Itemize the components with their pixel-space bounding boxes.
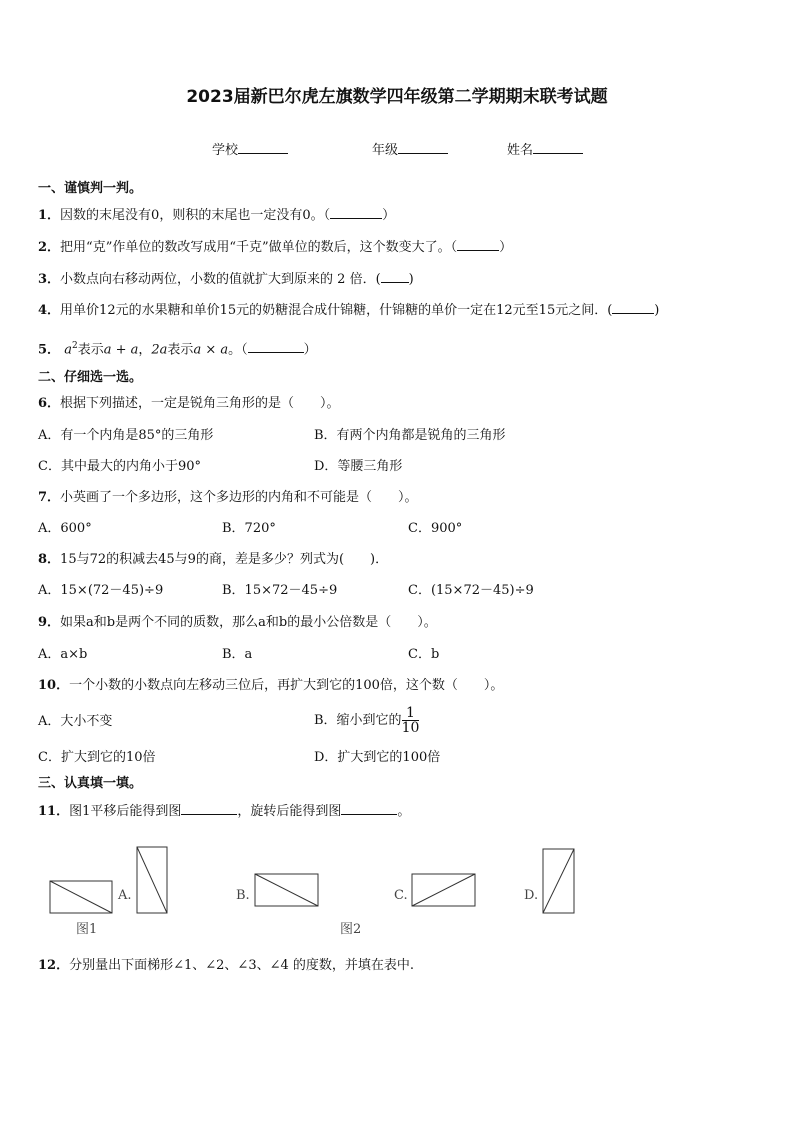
question-3: 3．小数点向右移动两位，小数的值就扩大到原来的 2 倍．( ) [38, 272, 414, 287]
figure-b-label: B. [236, 888, 250, 903]
figure-1-rectangle [50, 881, 112, 913]
question-2: 2．把用“克”作单位的数改写成用“千克”做单位的数后，这个数变大了。（ ） [38, 240, 513, 255]
figure-d-rectangle [543, 849, 574, 913]
figure-2-label: 图2 [340, 922, 362, 937]
fraction-one-tenth: $\frac{1}{10}$ [401, 705, 420, 736]
answer-blank[interactable] [457, 238, 499, 251]
question-8: 8．15与72的积减去45与9的商，差是多少？列式为( )． [38, 552, 389, 567]
section-choose: 二、仔细选一选。 [38, 370, 143, 385]
option-7b[interactable]: B．720° [222, 521, 276, 536]
option-6c[interactable]: C．其中最大的内角小于90° [38, 459, 201, 474]
figure-c-label: C. [394, 888, 408, 903]
option-8a[interactable]: A．15×(72－45)÷9 [38, 583, 164, 598]
option-6d[interactable]: D．等腰三角形 [314, 459, 403, 474]
option-8b[interactable]: B．15×72－45÷9 [222, 583, 338, 598]
question-10: 10．一个小数的小数点向左移动三位后，再扩大到它的100倍，这个数（ ）。 [38, 678, 504, 693]
grade-field[interactable]: 年级 [372, 140, 448, 160]
figure-1-label: 图1 [76, 922, 98, 937]
figure-d-label: D. [524, 888, 539, 903]
option-10d[interactable]: D．扩大到它的100倍 [314, 750, 441, 765]
option-9a[interactable]: A．a×b [38, 647, 88, 662]
answer-blank[interactable] [181, 802, 237, 815]
name-field[interactable]: 姓名 [507, 140, 583, 160]
option-10c[interactable]: C．扩大到它的10倍 [38, 750, 156, 765]
option-10b[interactable]: B．缩小到它的 $\frac{1}{10}$ [314, 705, 420, 736]
option-10a[interactable]: A．大小不变 [38, 714, 113, 729]
answer-blank[interactable] [330, 206, 382, 219]
figure-a-rectangle [137, 847, 167, 913]
option-6a[interactable]: A．有一个内角是85°的三角形 [38, 428, 214, 443]
option-7a[interactable]: A．600° [38, 521, 92, 536]
option-6b[interactable]: B．有两个内角都是锐角的三角形 [314, 428, 506, 443]
page-title: 2023届新巴尔虎左旗数学四年级第二学期期末联考试题 [186, 87, 608, 107]
question-6: 6．根据下列描述，一定是锐角三角形的是（ ）。 [38, 396, 340, 411]
section-judge: 一、谨慎判一判。 [38, 181, 143, 196]
option-9c[interactable]: C．b [408, 647, 440, 662]
school-field[interactable]: 学校 [212, 140, 288, 160]
answer-blank[interactable] [612, 301, 654, 314]
question-12: 12．分别量出下面梯形∠1、∠2、∠3、∠4 的度数，并填在表中. [38, 958, 415, 973]
question-4: 4．用单价12元的水果糖和单价15元的奶糖混合成什锦糖，什锦糖的单价一定在12元至15元之间．( ) [38, 303, 660, 318]
answer-blank[interactable] [341, 802, 397, 815]
answer-blank[interactable] [248, 340, 304, 353]
answer-blank[interactable] [381, 270, 409, 283]
question-9: 9．如果a和b是两个不同的质数，那么a和b的最小公倍数是（ ）。 [38, 615, 437, 630]
rectangle-figures [0, 836, 794, 942]
figure-c-rectangle [412, 874, 475, 906]
question-7: 7．小英画了一个多边形，这个多边形的内角和不可能是（ ）。 [38, 490, 418, 505]
section-fill: 三、认真填一填。 [38, 776, 143, 791]
question-11: 11．图1平移后能得到图 ，旋转后能得到图 。 [38, 804, 411, 819]
option-8c[interactable]: C．(15×72－45)÷9 [408, 583, 534, 598]
option-9b[interactable]: B．a [222, 647, 253, 662]
figure-b-rectangle [255, 874, 318, 906]
figure-a-label: A. [118, 888, 132, 903]
question-5: 5． $a^2$表示a + a，2a表示a × a。（ ） [38, 341, 317, 358]
option-7c[interactable]: C．900° [408, 521, 463, 536]
question-1: 1．因数的末尾没有0，则积的末尾也一定没有0。（ ） [38, 208, 396, 223]
